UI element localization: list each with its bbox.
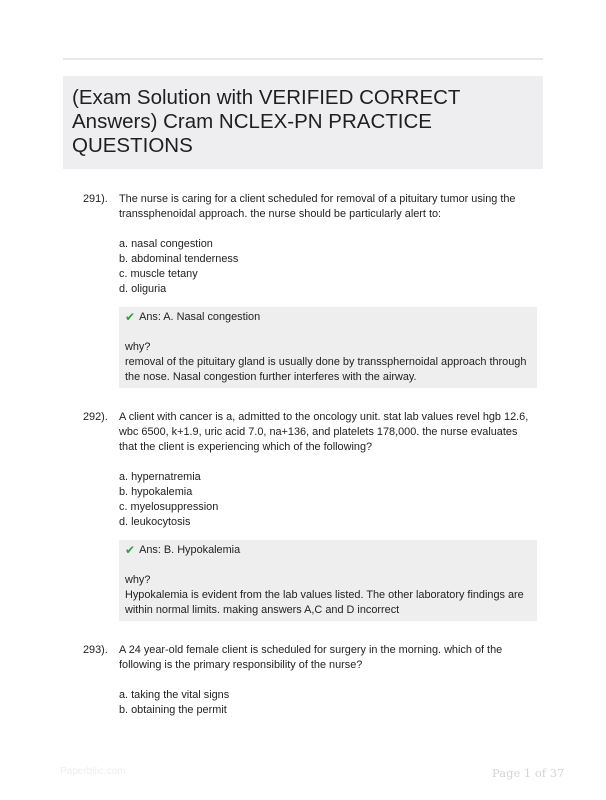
option-d: d. leukocytosis — [119, 516, 191, 528]
option-b: b. abdominal tenderness — [119, 253, 239, 265]
footer-site-watermark: Paperbliic.com — [60, 766, 126, 777]
option-d: d. oliguria — [119, 283, 167, 295]
question-text: A 24 year-old female client is scheduled for surgery in the morning. which of the following is the primary responsibility of the nurse? — [119, 644, 503, 671]
options-list — [119, 237, 543, 297]
explanation-text: Hypokalemia is evident from the lab values listed. The other laboratory findings are within normal limits. making answers A,C and D incorrect — [125, 589, 524, 616]
checkmark-icon: ✔ — [125, 543, 136, 557]
options-list — [119, 470, 543, 530]
question-292 — [83, 410, 543, 621]
option-b: b. hypokalemia — [119, 486, 193, 498]
page-title: (Exam Solution with VERIFIED CORRECT Answers) Cram NCLEX-PN PRACTICE QUESTIONS — [72, 86, 461, 157]
why-label: why? — [125, 574, 151, 586]
question-293 — [83, 643, 543, 718]
question-291 — [83, 192, 543, 388]
answer-text: Ans: A. Nasal congestion — [139, 311, 261, 323]
top-divider — [63, 58, 543, 60]
why-label: why? — [125, 341, 151, 353]
option-c: c. muscle tetany — [119, 268, 198, 280]
answer-box — [119, 307, 537, 388]
question-text: The nurse is caring for a client scheduled for removal of a pituitary tumor using the transsphenoidal approach. the nurse should be particularly alert to: — [119, 193, 516, 220]
page-number: Page 1 of 37 — [492, 766, 565, 780]
question-number: 291). — [83, 193, 108, 205]
option-c: c. myelosuppression — [119, 501, 219, 513]
answer-text: Ans: B. Hypokalemia — [139, 544, 241, 556]
options-list — [119, 688, 543, 718]
question-number: 292). — [83, 411, 108, 423]
question-number: 293). — [83, 644, 108, 656]
explanation-text: removal of the pituitary gland is usually done by transsphernoidal approach through the nose. Nasal congestion further interferes with the airway. — [125, 356, 527, 383]
checkmark-icon: ✔ — [125, 310, 136, 324]
option-a: a. hypernatremia — [119, 471, 201, 483]
option-b: b. obtaining the permit — [119, 704, 227, 716]
option-a: a. taking the vital signs — [119, 689, 230, 701]
answer-box — [119, 540, 537, 621]
option-a: a. nasal congestion — [119, 238, 213, 250]
question-text: A client with cancer is a, admitted to the oncology unit. stat lab values revel hgb 12.6, wbc 6500, k+1.9, uric acid 7.0, na+136, and platelets 178,000. the nurse evaluates that the client is experiencing which of the following? — [119, 411, 529, 453]
title-banner — [63, 76, 543, 169]
